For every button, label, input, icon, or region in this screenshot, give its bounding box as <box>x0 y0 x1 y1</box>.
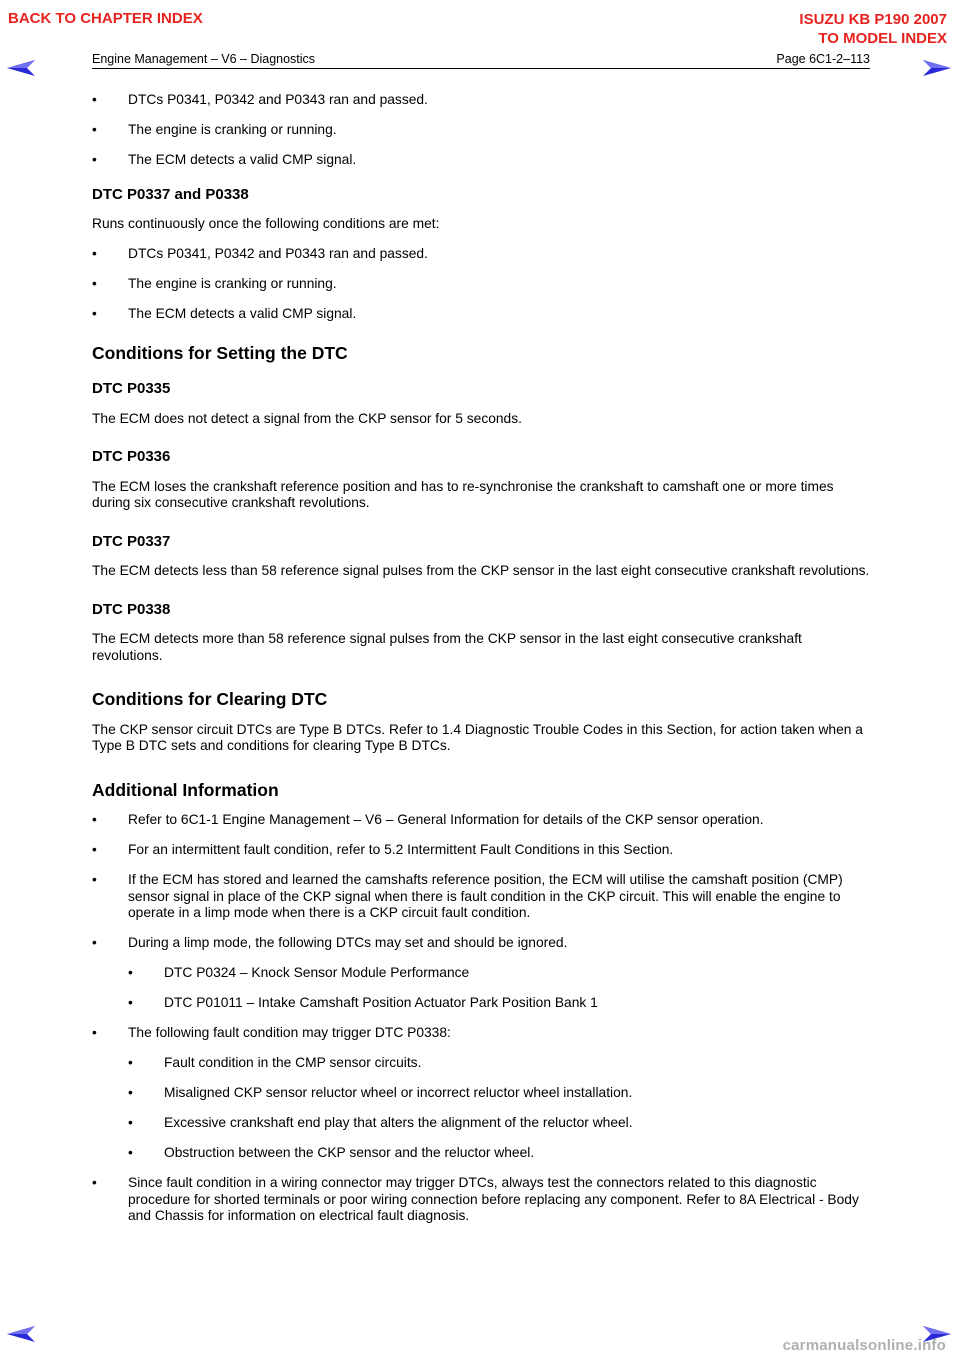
bullet-icon: • <box>128 995 133 1010</box>
heading-dtc-p0336: DTC P0336 <box>92 448 171 465</box>
bullet-icon: • <box>92 246 97 261</box>
bullet-icon: • <box>92 1025 97 1040</box>
back-to-chapter-index-link[interactable]: BACK TO CHAPTER INDEX <box>8 10 203 27</box>
paragraph: The ECM loses the crankshaft reference position and has to re-synchronise the crankshaft to camshaft one or more times during six consecutive crankshaft revolutions. <box>92 478 834 510</box>
bullet-icon: • <box>92 122 97 137</box>
to-model-index-label: TO MODEL INDEX <box>818 30 947 47</box>
list-item: • Excessive crankshaft end play that alters the alignment of the reluctor wheel. <box>128 1115 633 1130</box>
bullet-icon: • <box>128 1115 133 1130</box>
list-item: • The following fault condition may trigger DTC P0338: <box>92 1025 451 1040</box>
bullet-icon: • <box>128 965 133 980</box>
list-item: • Misaligned CKP sensor reluctor wheel or incorrect reluctor wheel installation. <box>128 1085 633 1100</box>
list-item: • If the ECM has stored and learned the camshafts reference position, the ECM will utilise the camshaft position (CMP) sensor signal in place of the CKP signal when there is fault condition in the CKP circuit. This will enable the engine to operate in a limp mode when there is a CKP circuit fault condition. <box>92 872 843 920</box>
heading-conditions-setting: Conditions for Setting the DTC <box>92 342 348 363</box>
bullet-icon: • <box>128 1055 133 1070</box>
list-item: • DTC P0324 – Knock Sensor Module Performance <box>128 965 470 980</box>
heading-dtc-p0337-p0338: DTC P0337 and P0338 <box>92 185 249 203</box>
heading-conditions-clearing: Conditions for Clearing DTC <box>92 689 328 709</box>
list-item: • DTC P01011 – Intake Camshaft Position Actuator Park Position Bank 1 <box>128 995 598 1010</box>
list-item: • Obstruction between the CKP sensor and the reluctor wheel. <box>128 1145 535 1160</box>
bullet-icon: • <box>128 1085 133 1100</box>
watermark-url: carmanualsonline.info <box>782 1337 946 1354</box>
bullet-icon: • <box>92 92 97 107</box>
next-page-arrow-icon[interactable] <box>922 58 952 78</box>
bullet-icon: • <box>128 1145 133 1160</box>
header-rule <box>92 68 870 69</box>
bullet-icon: • <box>92 935 97 950</box>
list-item: • DTCs P0341, P0342 and P0343 ran and passed. <box>92 92 428 107</box>
paragraph: The ECM detects more than 58 reference signal pulses from the CKP sensor in the last eight consecutive crankshaft revolutions. <box>92 631 802 663</box>
list-item: • For an intermittent fault condition, refer to 5.2 Intermittent Fault Conditions in this Section. <box>92 842 674 857</box>
page-number: Page 6C1-2–113 <box>776 52 870 66</box>
section-title: Engine Management – V6 – Diagnostics <box>92 52 316 66</box>
heading-additional-information: Additional Information <box>92 779 279 800</box>
list-item: • During a limp mode, the following DTCs may set and should be ignored. <box>92 935 568 950</box>
list-item: • The ECM detects a valid CMP signal. <box>92 152 357 167</box>
list-item: • DTCs P0341, P0342 and P0343 ran and passed. <box>92 246 428 261</box>
paragraph: The ECM detects less than 58 reference signal pulses from the CKP sensor in the last eight consecutive crankshaft revolutions. <box>92 563 870 578</box>
list-item: • The ECM detects a valid CMP signal. <box>92 306 357 321</box>
bullet-icon: • <box>92 842 97 857</box>
heading-dtc-p0338: DTC P0338 <box>92 600 171 618</box>
list-item: • Fault condition in the CMP sensor circuits. <box>128 1055 422 1070</box>
paragraph: The CKP sensor circuit DTCs are Type B DTCs. Refer to 1.4 Diagnostic Trouble Codes in this Section, for action taken when a Type B DTC sets and conditions for clearing Type B DTCs. <box>92 721 863 753</box>
bullet-icon: • <box>92 276 97 291</box>
list-item: • The engine is cranking or running. <box>92 276 337 291</box>
list-item: • Since fault condition in a wiring connector may trigger DTCs, always test the connectors related to this diagnostic procedure for shorted terminals or poor wiring connection before replacing any component. Refer to 8A Electrical - Body and Chassis for information on electrical fault diagnosis. <box>92 1175 859 1223</box>
paragraph: The ECM does not detect a signal from the CKP sensor for 5 seconds. <box>92 410 522 426</box>
paragraph: Runs continuously once the following conditions are met: <box>92 216 440 231</box>
bullet-icon: • <box>92 1175 97 1190</box>
bullet-icon: • <box>92 812 97 827</box>
model-index-link[interactable] <box>799 10 947 48</box>
model-title: ISUZU KB P190 2007 <box>799 11 947 28</box>
list-item: • Refer to 6C1-1 Engine Management – V6 – General Information for details of the CKP sensor operation. <box>92 812 764 827</box>
bullet-icon: • <box>92 872 97 887</box>
bullet-icon: • <box>92 152 97 167</box>
list-item: • The engine is cranking or running. <box>92 122 337 137</box>
heading-dtc-p0335: DTC P0335 <box>92 380 171 397</box>
page-content <box>92 92 872 1238</box>
bullet-icon: • <box>92 306 97 321</box>
previous-page-bottom-arrow-icon[interactable] <box>6 1324 36 1344</box>
heading-dtc-p0337: DTC P0337 <box>92 532 171 550</box>
previous-page-arrow-icon[interactable] <box>6 58 36 78</box>
